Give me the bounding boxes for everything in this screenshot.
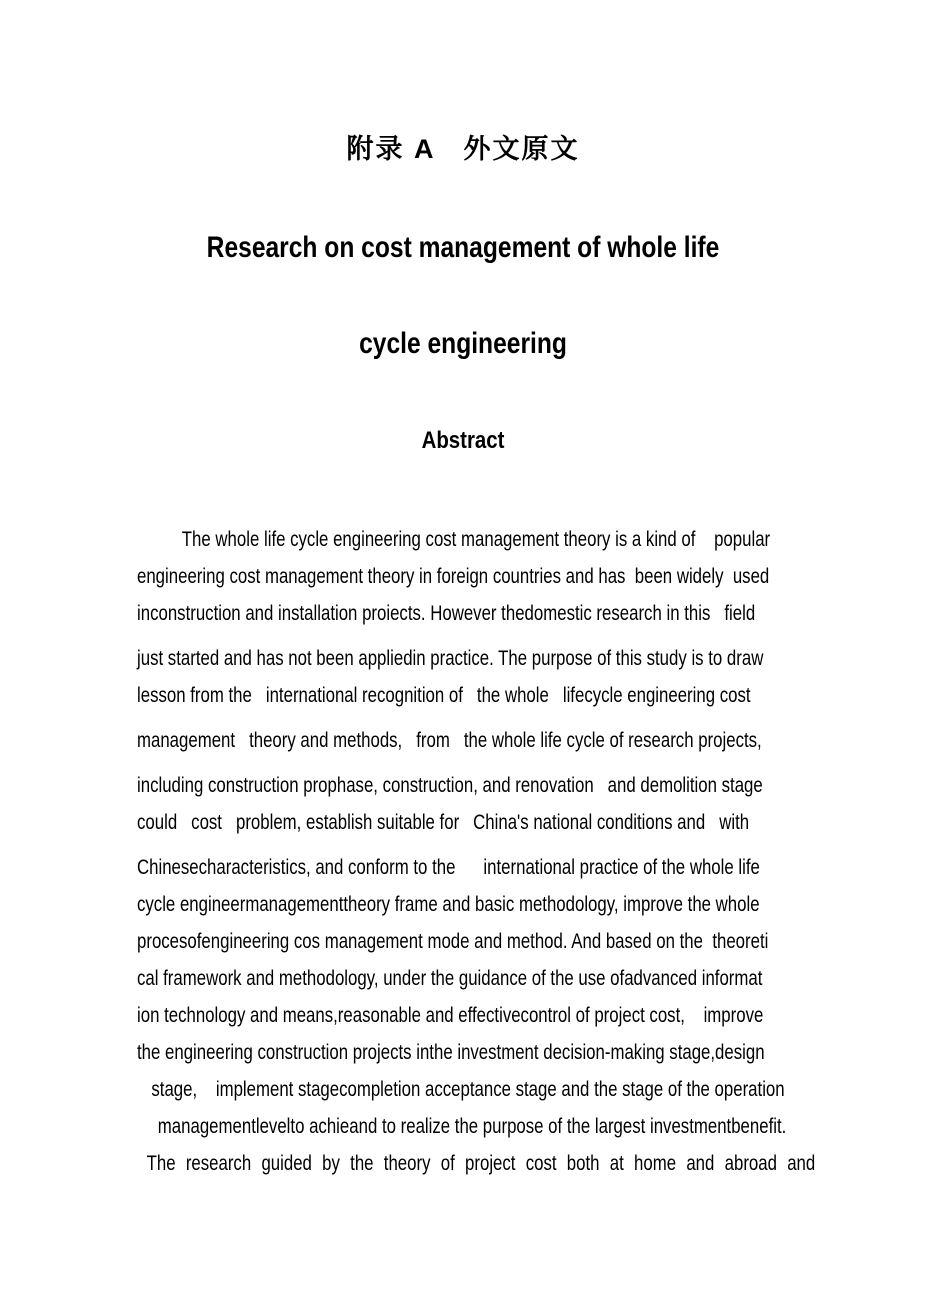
abstract-line-11: procesofengineering cos management mode and method. And based on the theoreti	[137, 930, 769, 953]
abstract-line-10: cycle engineermanagementtheory frame and basic methodology, improve the whole	[137, 893, 760, 916]
abstract-line-5: lesson from the international recognition of the whole lifecycle engineering cost	[137, 684, 751, 707]
abstract-line-15: stage, implement stagecompletion acceptance stage and the stage of the operation	[151, 1078, 785, 1101]
abstract-line-14: the engineering construction projects inthe investment decision-making stage,design	[137, 1041, 765, 1064]
abstract-line-12: cal framework and methodology, under the guidance of the use ofadvanced informat	[137, 967, 763, 990]
abstract-line-1: The whole life cycle engineering cost management theory is a kind of popular	[181, 528, 771, 551]
abstract-line-9: Chinesecharacteristics, and conform to the international practice of the whole life	[137, 856, 760, 879]
abstract-line-16: managementlevelto achieand to realize the purpose of the largest investmentbenefit.	[157, 1115, 787, 1138]
abstract-line-2: engineering cost management theory in foreign countries and has been widely used	[137, 565, 770, 588]
abstract-line-17: The research guided by the theory of project cost both at home and abroad and	[146, 1152, 816, 1175]
appendix-heading: 附录 A 外文原文	[346, 134, 580, 164]
document-title-line2: cycle engineering	[359, 327, 567, 360]
abstract-line-7: including construction prophase, construction, and renovation and demolition stage	[137, 774, 763, 797]
abstract-line-3: inconstruction and installation proiects. However thedomestic research in this field	[137, 602, 756, 625]
abstract-body	[137, 521, 857, 1182]
abstract-line-6: management theory and methods, from the whole life cycle of research projects,	[137, 729, 762, 752]
abstract-line-13: ion technology and means,reasonable and effectivecontrol of project cost, improve	[137, 1004, 764, 1027]
abstract-line-4: just started and has not been appliedin practice. The purpose of this study is to draw	[137, 647, 764, 670]
abstract-line-8: could cost problem, establish suitable for China's national conditions and with	[137, 811, 750, 834]
document-title-line1: Research on cost management of whole life	[206, 231, 720, 264]
abstract-section-heading: Abstract	[421, 427, 505, 454]
